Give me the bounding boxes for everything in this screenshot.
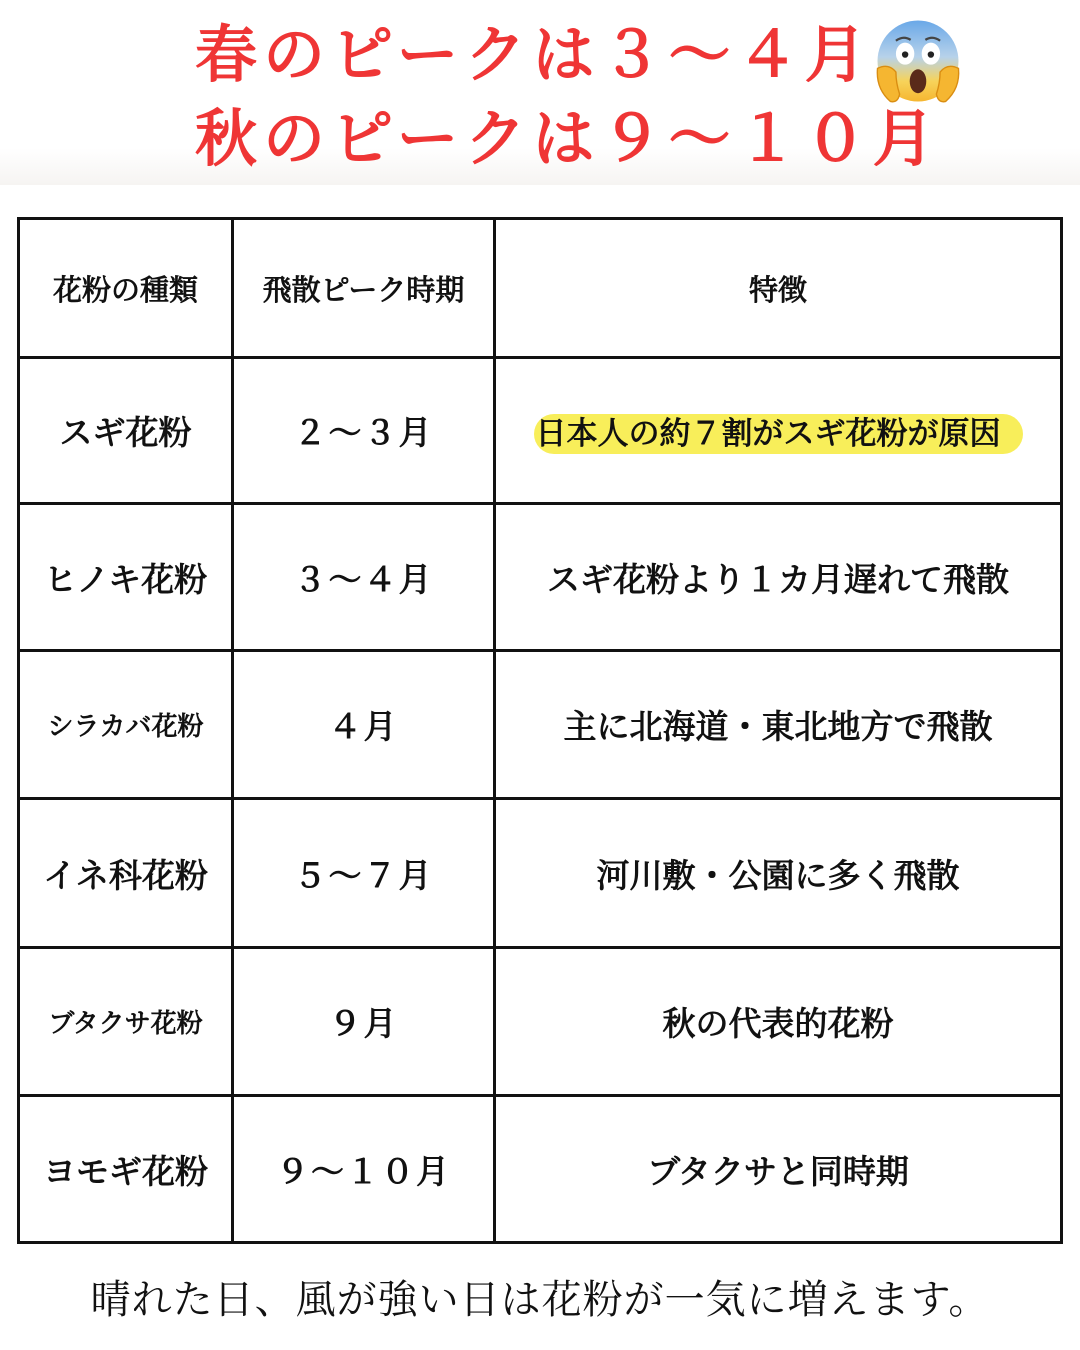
feature-cell: スギ花粉より１カ月遅れて飛散: [495, 504, 1062, 651]
pollen-type-cell: イネ科花粉: [19, 799, 233, 948]
peak-period-cell: ９～１０月: [233, 1096, 495, 1243]
table-header-row: [19, 219, 1062, 358]
table-row: [19, 504, 1062, 651]
pollen-type-cell: ブタクサ花粉: [19, 948, 233, 1096]
header-pollen-type: 花粉の種類: [19, 219, 233, 358]
feature-cell: 秋の代表的花粉: [495, 948, 1062, 1096]
face-screaming-in-fear-icon: [872, 15, 964, 107]
table-row: [19, 948, 1062, 1096]
feature-cell: [495, 358, 1062, 504]
feature-cell: 河川敷・公園に多く飛散: [495, 799, 1062, 948]
peak-period-cell: ２～３月: [233, 358, 495, 504]
pollen-type-cell: シラカバ花粉: [19, 651, 233, 799]
table-row: [19, 358, 1062, 504]
pollen-type-cell: ヒノキ花粉: [19, 504, 233, 651]
pollen-type-cell: ヨモギ花粉: [19, 1096, 233, 1243]
feature-cell: 主に北海道・東北地方で飛散: [495, 651, 1062, 799]
feature-cell: ブタクサと同時期: [495, 1096, 1062, 1243]
header-peak-period: 飛散ピーク時期: [233, 219, 495, 358]
header-feature: 特徴: [495, 219, 1062, 358]
pollen-table: [17, 217, 1063, 1244]
headline-spring: 春のピークは３～４月: [195, 18, 873, 91]
peak-period-cell: ５～７月: [233, 799, 495, 948]
footer-note: 晴れた日、風が強い日は花粉が一気に増えます。: [90, 1277, 990, 1323]
table-row: [19, 799, 1062, 948]
headline-autumn: 秋のピークは９～１０月: [195, 102, 941, 175]
table-row: [19, 651, 1062, 799]
peak-period-cell: ９月: [233, 948, 495, 1096]
table-row: [19, 1096, 1062, 1243]
peak-period-cell: ３～４月: [233, 504, 495, 651]
pollen-type-cell: スギ花粉: [19, 358, 233, 504]
header-area: [0, 0, 1080, 185]
highlighted-feature: 日本人の約７割がスギ花粉が原因: [534, 414, 1023, 454]
peak-period-cell: ４月: [233, 651, 495, 799]
